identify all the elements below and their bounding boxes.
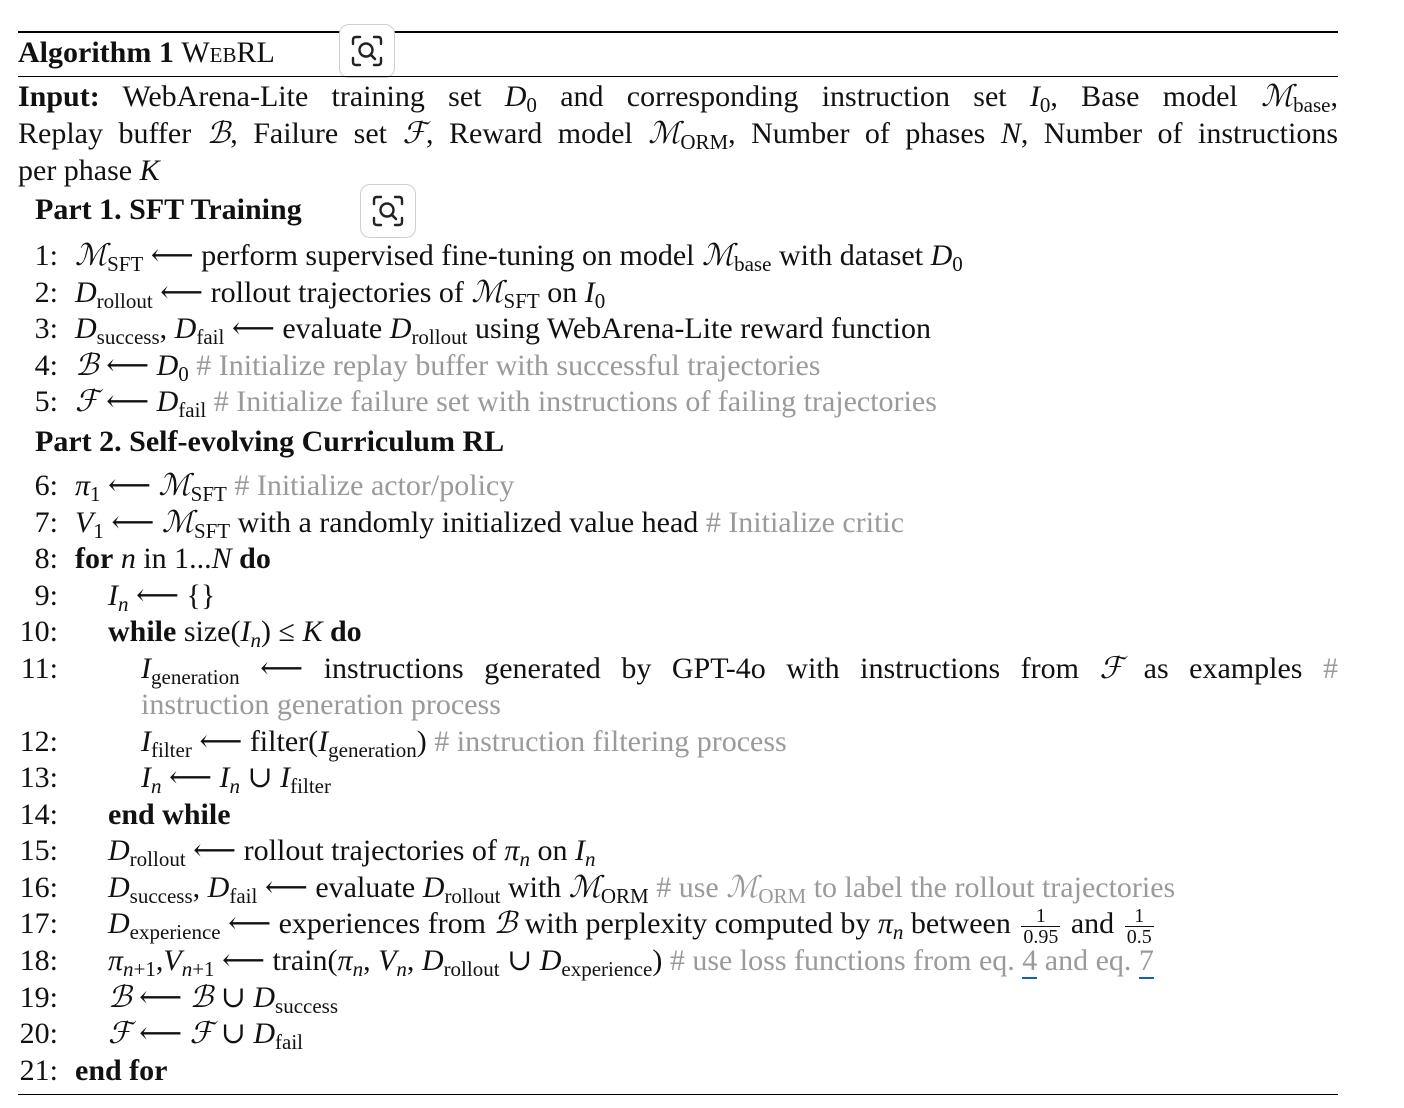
eq-7-link[interactable]: 7 xyxy=(1138,944,1154,977)
zoom-button[interactable] xyxy=(339,24,395,78)
input-description: Input: WebArena-Lite training set $D_0$ and corresponding instruction set $I_0$, Base model ℳ$_{base}$, Replay buffer ℬ, Failure set ℱ, Reward model ℳ$_{ORM}$, Number of phases N, Number of instructions per phase K xyxy=(18,79,1339,187)
zoom-scan-icon xyxy=(371,194,405,228)
zoom-button-part1[interactable] xyxy=(360,184,416,238)
eq-4-link[interactable]: 4 xyxy=(1022,944,1038,977)
input-label: Input: xyxy=(18,80,100,113)
bottom-rule xyxy=(18,1094,1338,1095)
zoom-scan-icon xyxy=(350,34,384,68)
algorithm-name: WebRL xyxy=(181,36,275,69)
algorithm-title: Algorithm 1 WebRL xyxy=(18,36,275,69)
mid-rule xyxy=(18,76,1338,77)
part2-heading: Part 2. Self-evolving Curriculum RL xyxy=(35,425,505,458)
part1-heading: Part 1. SFT Training xyxy=(35,193,302,226)
